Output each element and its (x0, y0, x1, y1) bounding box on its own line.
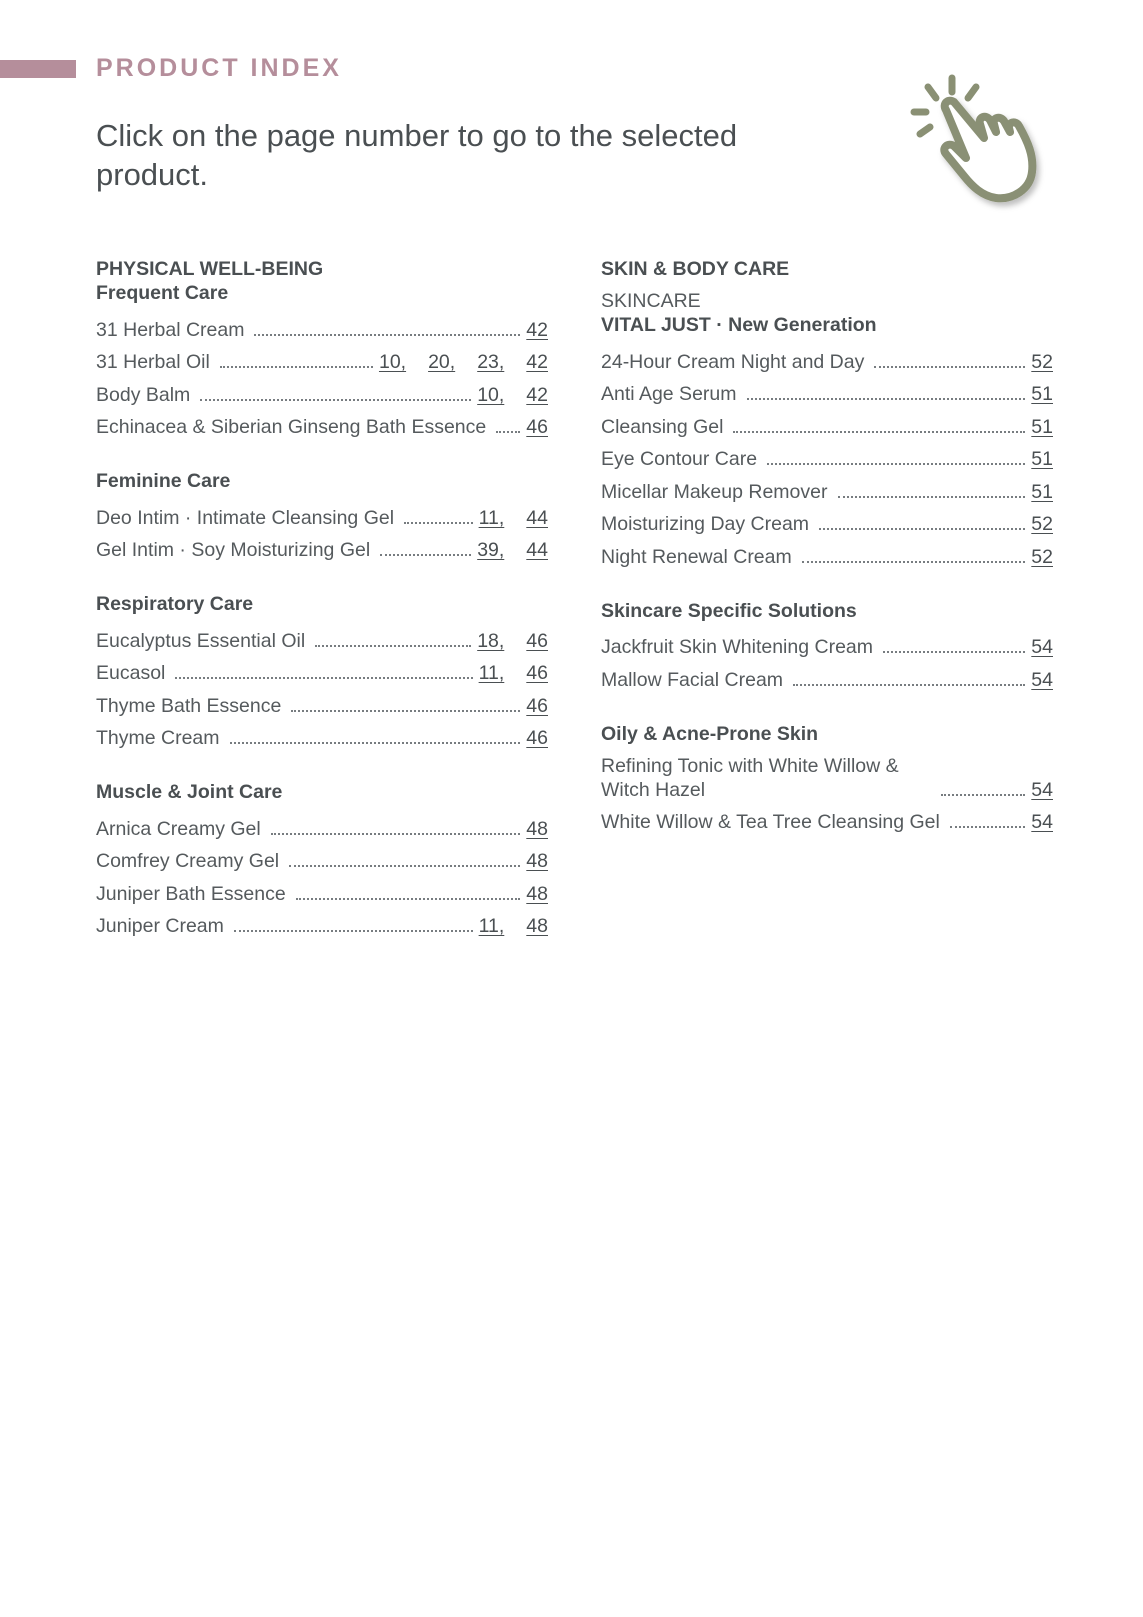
page-links (1031, 512, 1053, 536)
index-entry (96, 877, 548, 910)
product-name: 31 Herbal Cream (96, 318, 245, 341)
page-number-link[interactable]: 11, (478, 915, 505, 937)
product-group (96, 469, 548, 566)
index-column-physical (96, 257, 548, 968)
group-title: Skincare Specific Solutions (601, 599, 857, 622)
product-name: Eye Contour Care (601, 448, 758, 470)
page-number-link[interactable]: 39, (477, 539, 505, 561)
page-number-link[interactable]: 46 (526, 629, 548, 652)
group-title: Respiratory Care (96, 593, 254, 615)
index-entry (96, 845, 548, 878)
product-name: Refining Tonic with White Willow & Witch Hazel (601, 754, 899, 801)
product-group (601, 722, 1053, 839)
product-name: Moisturizing Day Cream (601, 513, 810, 535)
page-number-link[interactable]: 48 (526, 915, 548, 937)
product-name: Anti Age Serum (601, 383, 737, 405)
page-number-link[interactable]: 42 (526, 351, 548, 373)
dot-leader (496, 431, 520, 433)
index-entry (96, 657, 548, 690)
index-entry (601, 410, 1053, 443)
dot-leader (315, 645, 471, 647)
page-links (477, 383, 548, 407)
page-number-link[interactable]: 11, (478, 506, 505, 529)
product-group (96, 592, 548, 754)
page-links (526, 817, 548, 841)
page-links (477, 629, 548, 653)
group-title: Oily & Acne-Prone Skin (601, 722, 819, 745)
dot-leader (175, 677, 472, 679)
page-number-link[interactable]: 11, (478, 662, 505, 684)
index-entry (96, 411, 548, 444)
page-number-link[interactable]: 52 (1031, 350, 1053, 373)
dot-leader (733, 431, 1025, 433)
dot-leader (819, 528, 1025, 530)
dot-leader (230, 742, 521, 744)
index-entry (96, 722, 548, 755)
product-name: Eucalyptus Essential Oil (96, 629, 306, 652)
index-column-skin-body (601, 257, 1053, 864)
page-links (526, 318, 548, 342)
index-entry (601, 508, 1053, 541)
page-number-link[interactable]: 54 (1031, 636, 1053, 658)
index-entry (96, 624, 548, 657)
product-name: Arnica Creamy Gel (96, 817, 261, 840)
page-links (379, 350, 548, 374)
dot-leader (941, 794, 1025, 796)
product-name: White Willow & Tea Tree Cleansing Gel (601, 811, 940, 833)
dot-leader (200, 399, 471, 401)
index-entry (601, 378, 1053, 411)
group-title: Frequent Care (96, 282, 229, 304)
index-entry (96, 910, 548, 943)
accent-bar (0, 60, 76, 78)
page-links (479, 661, 548, 685)
page-links (1031, 810, 1053, 834)
section-subtitle: SKINCARE (601, 290, 701, 312)
dot-leader (271, 833, 521, 835)
product-name: 31 Herbal Oil (96, 351, 210, 373)
page-links (477, 538, 548, 562)
product-group (96, 281, 548, 443)
page-links (526, 694, 548, 718)
dot-leader (289, 865, 520, 867)
page-number-link[interactable]: 51 (1031, 448, 1053, 470)
dot-leader (291, 710, 520, 712)
product-name: Mallow Facial Cream (601, 668, 784, 691)
product-group (96, 780, 548, 942)
page-number-link[interactable]: 51 (1031, 480, 1053, 503)
index-entry (601, 631, 1053, 664)
dot-leader (747, 398, 1026, 400)
page-title: PRODUCT INDEX (96, 54, 342, 82)
section-title: PHYSICAL WELL-BEING (96, 258, 324, 280)
product-name: Comfrey Creamy Gel (96, 850, 280, 872)
page-links (526, 882, 548, 906)
index-entry (601, 540, 1053, 573)
index-entry (96, 378, 548, 411)
page-links (1031, 415, 1053, 439)
page-number-link[interactable]: 42 (526, 383, 548, 406)
page-links (1031, 635, 1053, 659)
product-name: Eucasol (96, 662, 166, 684)
index-entry (96, 812, 548, 845)
page-number-link[interactable]: 46 (526, 727, 548, 749)
page-links (1031, 545, 1053, 569)
page-number-link[interactable]: 46 (526, 416, 548, 438)
index-entry (96, 346, 548, 379)
dot-leader (802, 561, 1026, 563)
page-links (1031, 778, 1053, 802)
page-links (1031, 668, 1053, 692)
group-title: VITAL JUST · New Generation (601, 314, 877, 336)
page-number-link[interactable]: 44 (526, 539, 548, 561)
dot-leader (220, 366, 373, 368)
page-links (479, 914, 548, 938)
product-name: 24-Hour Cream Night and Day (601, 350, 865, 373)
dot-leader (404, 522, 473, 524)
product-name: Jackfruit Skin Whitening Cream (601, 636, 874, 658)
page-links (1031, 350, 1053, 374)
product-name: Deo Intim · Intimate Cleansing Gel (96, 506, 395, 529)
index-entry (601, 345, 1053, 378)
product-group (601, 313, 1053, 573)
page-links (526, 849, 548, 873)
page-number-link[interactable]: 51 (1031, 415, 1053, 438)
pointing-hand-click-icon (906, 72, 1062, 216)
page-links (1031, 447, 1053, 471)
page-number-link[interactable]: 54 (1031, 778, 1053, 801)
page-number-link[interactable]: 51 (1031, 383, 1053, 405)
dot-leader (296, 898, 521, 900)
page-number-link[interactable]: 10, (378, 351, 407, 373)
page-number-link[interactable]: 52 (1031, 545, 1053, 568)
page-number-link[interactable]: 54 (1031, 668, 1053, 691)
page-links (1031, 480, 1053, 504)
product-group (601, 599, 1053, 696)
page-number-link[interactable]: 48 (526, 850, 548, 872)
index-entry (601, 475, 1053, 508)
page-links (526, 415, 548, 439)
page-number-link[interactable]: 46 (526, 662, 548, 684)
index-entry (601, 806, 1053, 839)
product-name: Thyme Bath Essence (96, 694, 282, 717)
dot-leader (874, 366, 1025, 368)
dot-leader (254, 334, 520, 336)
page-number-link[interactable]: 46 (526, 694, 548, 717)
dot-leader (767, 463, 1025, 465)
instruction-text: Click on the page number to go to the selected product. (96, 118, 738, 192)
index-entry (601, 754, 1053, 806)
page-links (1031, 382, 1053, 406)
index-entry (96, 534, 548, 567)
product-name: Echinacea & Siberian Ginseng Bath Essence (96, 416, 487, 438)
page-number-link[interactable]: 20, (428, 351, 456, 373)
product-name: Micellar Makeup Remover (601, 480, 828, 503)
page-number-link[interactable]: 44 (526, 506, 548, 529)
dot-leader (793, 684, 1025, 686)
group-list (96, 281, 548, 942)
page-number-link[interactable]: 52 (1031, 513, 1053, 535)
product-name: Body Balm (96, 383, 191, 406)
dot-leader (380, 554, 471, 556)
group-list (601, 313, 1053, 838)
page-number-link[interactable]: 48 (526, 882, 548, 905)
group-title: Muscle & Joint Care (96, 781, 283, 803)
dot-leader (234, 930, 473, 932)
index-entry (96, 313, 548, 346)
product-name: Night Renewal Cream (601, 545, 792, 568)
index-entry (96, 689, 548, 722)
page-number-link[interactable]: 54 (1031, 811, 1053, 833)
page-number-link[interactable]: 48 (526, 817, 548, 840)
dot-leader (838, 496, 1026, 498)
dot-leader (950, 826, 1025, 828)
page-number-link[interactable]: 23, (477, 351, 505, 373)
page-number-link[interactable]: 18, (477, 629, 505, 652)
product-name: Juniper Bath Essence (96, 882, 286, 905)
index-entry (601, 443, 1053, 476)
product-name: Cleansing Gel (601, 415, 724, 438)
page-number-link[interactable]: 10, (477, 383, 505, 406)
page-links (526, 726, 548, 750)
group-title: Feminine Care (96, 470, 231, 492)
index-entry (96, 501, 548, 534)
page-links (479, 506, 548, 530)
section-title: SKIN & BODY CARE (601, 258, 790, 280)
product-name: Juniper Cream (96, 915, 224, 937)
page-number-link[interactable]: 42 (526, 318, 548, 341)
product-name: Gel Intim · Soy Moisturizing Gel (96, 539, 371, 561)
dot-leader (883, 651, 1025, 653)
index-entry (601, 663, 1053, 696)
product-name: Thyme Cream (96, 727, 220, 749)
